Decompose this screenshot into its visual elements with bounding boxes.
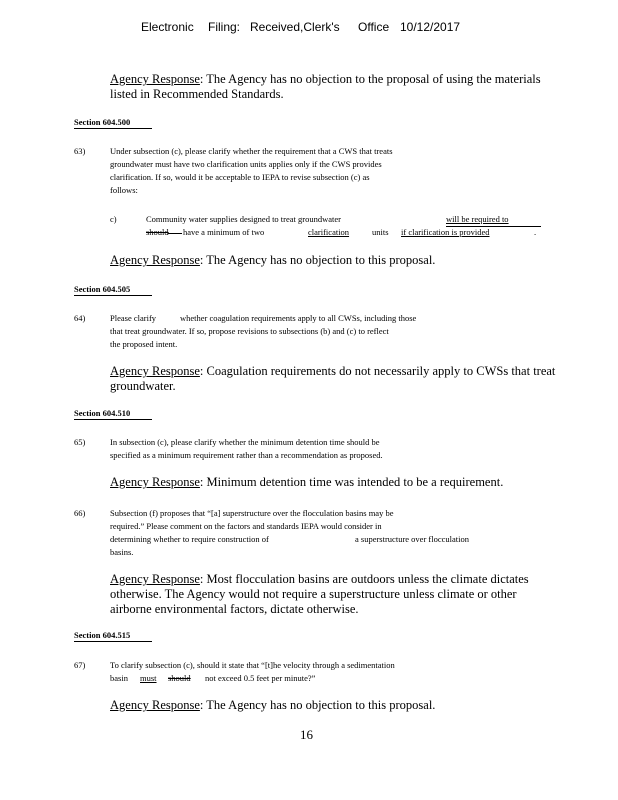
response-text: The Agency has no objection to the proposal of using the materials: [206, 72, 541, 86]
q63-line4: follows:: [110, 185, 138, 195]
header-received-clerks: Received,Clerk's: [250, 20, 340, 34]
q67-line1: To clarify subsection (c), should it state that “[t]he velocity through a sedimentation: [110, 660, 395, 670]
response-label: Agency Response: [110, 698, 200, 712]
q63-sub-line2: have a minimum of two: [183, 227, 265, 237]
question-65-text: [110, 436, 383, 462]
q63-inserted-clause: if clarification is provided: [401, 227, 490, 237]
q67-should-struck: should: [168, 673, 191, 683]
q63-struck-text: should: [146, 227, 169, 237]
q65-line1: In subsection (c), please clarify whether the minimum detention time should be: [110, 437, 380, 447]
q63-inserted-text: will be required to: [446, 213, 541, 227]
section-heading-604-500: Section 604.500: [74, 117, 152, 129]
q67-line2-rest: not exceed 0.5 feet per minute?”: [205, 673, 316, 683]
question-number: 63): [74, 146, 86, 156]
q64-line1a: Please clarify: [110, 313, 157, 323]
question-63-text: [110, 145, 393, 197]
section-heading-604-515: Section 604.515: [74, 630, 152, 642]
q63-clarification: clarification: [308, 227, 350, 237]
section-heading-604-505: Section 604.505: [74, 284, 152, 296]
response-text: The Agency has no objection to this proposal.: [206, 253, 436, 267]
response-label: Agency Response: [110, 364, 200, 378]
q63-units: units: [372, 227, 389, 237]
agency-response-f: Agency Response: The Agency has no objection to this proposal.: [110, 698, 436, 712]
q67-must-inserted: must: [140, 673, 157, 683]
header-office: Office: [358, 20, 390, 34]
agency-response-a: Agency Response: The Agency has no objection to the proposal of using the materials listed in Recommended Standards.: [110, 72, 541, 101]
header-electronic: Electronic: [141, 20, 194, 34]
question-number: 64): [74, 313, 86, 323]
q63-sub-line1: Community water supplies designed to treat groundwater: [146, 214, 341, 224]
q66-line3b: a superstructure over flocculation: [355, 534, 469, 544]
q63-line2: groundwater must have two clarification units applies only if the CWS provides: [110, 159, 382, 169]
response-text-line2: otherwise. The Agency would not require a superstructure unless climate or other: [110, 587, 517, 601]
question-66-text: [110, 507, 393, 533]
question-number: 66): [74, 508, 86, 518]
response-text: Most flocculation basins are outdoors unless the climate dictates: [206, 572, 529, 586]
response-text: Minimum detention time was intended to be a requirement.: [206, 475, 504, 489]
response-text-line2: listed in Recommended Standards.: [110, 87, 284, 101]
q66-line1: Subsection (f) proposes that “[a] superstructure over the flocculation basins may be: [110, 508, 394, 518]
question-64-text: [110, 325, 389, 351]
response-label: Agency Response: [110, 253, 200, 267]
q66-line2: required.” Please comment on the factors and standards IEPA would consider in: [110, 521, 382, 531]
response-text-line3: airborne environmental factors, dictate otherwise.: [110, 602, 359, 616]
response-text: Coagulation requirements do not necessarily apply to CWSs that treat: [206, 364, 556, 378]
q65-line2: specified as a minimum requirement rather than a recommendation as proposed.: [110, 450, 383, 460]
question-number: 65): [74, 437, 86, 447]
q64-line2: that treat groundwater. If so, propose revisions to subsections (b) and (c) to reflect: [110, 326, 389, 336]
response-text-line2: groundwater.: [110, 379, 176, 393]
q66-line3a: determining whether to require construction of: [110, 534, 269, 544]
response-label: Agency Response: [110, 72, 200, 86]
q64-line1b: whether coagulation requirements apply to all CWSs, including those: [180, 313, 417, 323]
q66-line4: basins.: [110, 547, 134, 557]
q63-sub-letter: c): [110, 214, 117, 224]
page-number: 16: [300, 727, 313, 742]
header-date: 10/12/2017: [400, 20, 461, 34]
section-heading-604-510: Section 604.510: [74, 408, 152, 420]
q67-basin: basin: [110, 673, 128, 683]
agency-response-e: Agency Response: Most flocculation basins are outdoors unless the climate dictates otherwise. The Agency would not require a superstructure unless climate or other airborne environmental factors, dictate otherwise.: [110, 572, 529, 616]
q63-line1: Under subsection (c), please clarify whether the requirement that a CWS that treats: [110, 146, 393, 156]
response-text: The Agency has no objection to this proposal.: [206, 698, 436, 712]
q64-line3: the proposed intent.: [110, 339, 178, 349]
response-label: Agency Response: [110, 572, 200, 586]
header-filing: Filing:: [208, 20, 241, 34]
response-label: Agency Response: [110, 475, 200, 489]
q63-period: .: [534, 227, 537, 237]
agency-response-b: Agency Response: The Agency has no objection to this proposal.: [110, 253, 436, 267]
q63-line3: clarification. If so, would it be acceptable to IEPA to revise subsection (c) as: [110, 172, 370, 182]
agency-response-d: Agency Response: Minimum detention time was intended to be a requirement.: [110, 475, 504, 489]
question-number: 67): [74, 660, 86, 670]
q63-strike-gap: [168, 226, 182, 234]
agency-response-c: Agency Response: Coagulation requirements do not necessarily apply to CWSs that treat groundwater.: [110, 364, 556, 393]
